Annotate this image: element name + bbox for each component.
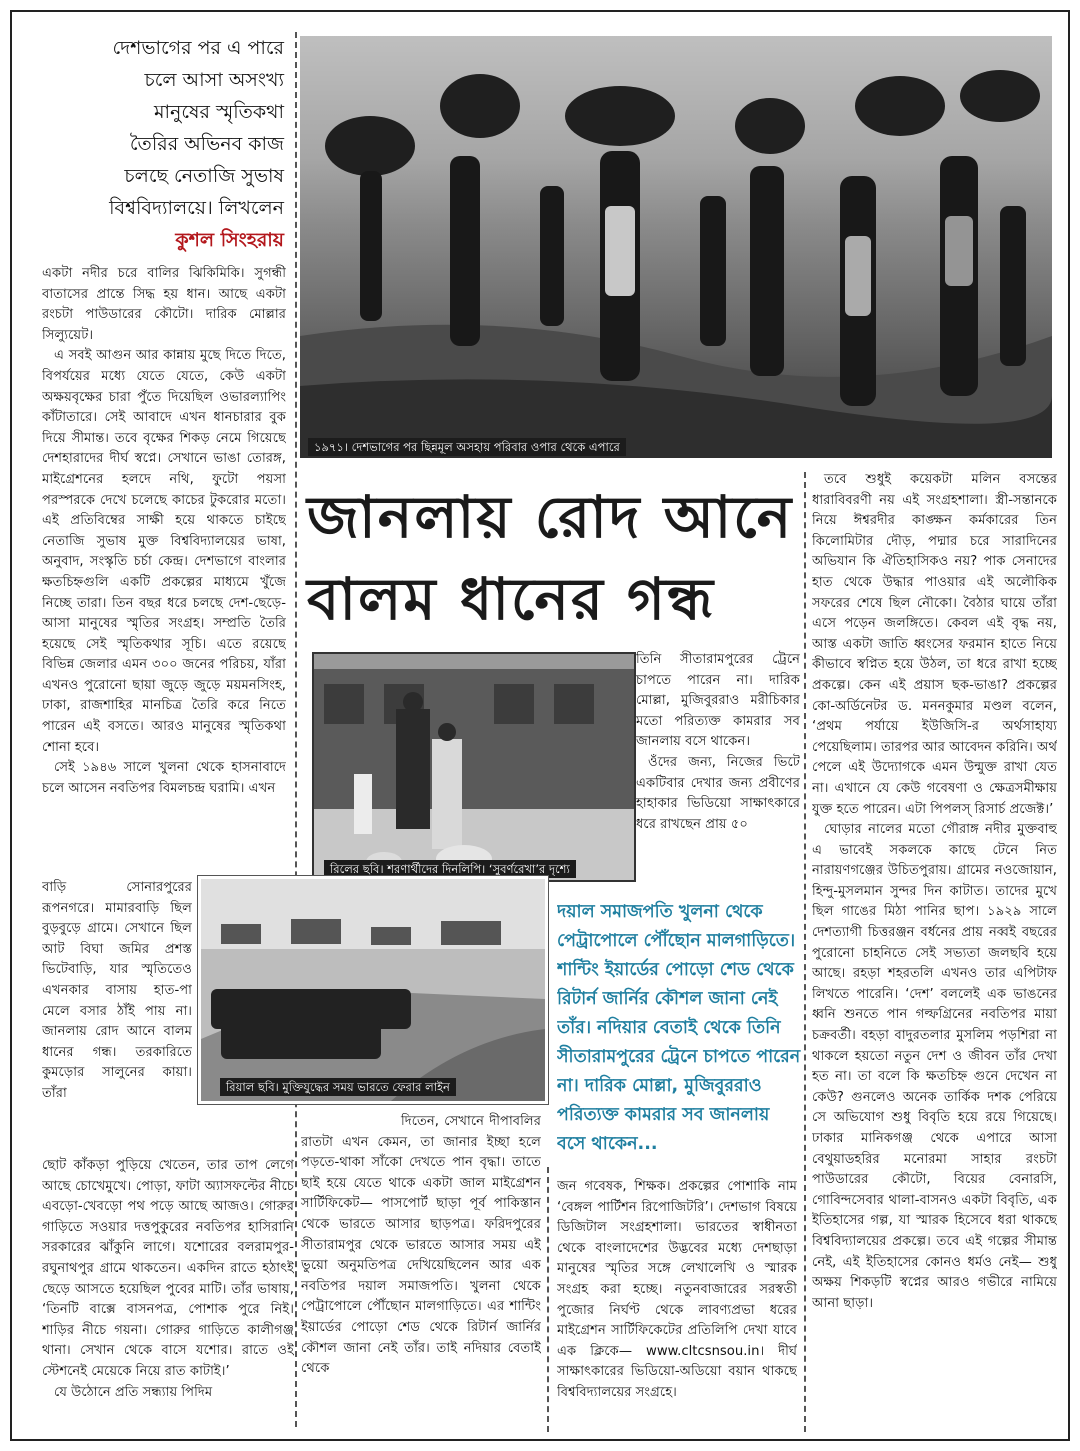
paragraph: দিতেন, সেখানে দীপাবলির রাতটা এখন কেমন, তা জানার ইচ্ছা হলে পড়তে-থাকা সাঁকো দেখতে পান বৃদ্ধা। তাতে ছাই হয়ে যেতে থাকে একটা জাল মাইগ্রেশন সার্টিফিকেট— পাসপোর্ট ছাড়া পূর্ব পাকিস্তান থেকে ভারতে আসার ছাড়পত্র। ফরিদপুরের সীতারামপুর থেকে ভারতে আসার সময় এই ভুয়ো অনুমতিপত্র দেখিয়েছিলেন আর এক নবতিপর দয়াল সমাজপতি। খুলনা থেকে পেট্রাপোলে পৌঁছোন মালগাড়িতে। এর শান্টিং ইয়ার্ডের পোড়ো শেড থেকে রিটার্ন জার্নির কৌশল জানা নেই তাঁর। তাই নদিয়ার বেতাই থেকে: [301, 1114, 541, 1377]
paragraph: জন গবেষক, শিক্ষক। প্রকল্পের পোশাকি নাম ‘বেঙ্গল পার্টিশন রিপোজিটরি’। দেশভাগ বিষয়ে ডিজিটাল সংগ্রহশালা। ভারতের স্বাধীনতা থেকে বাংলাদেশের উদ্ভবের মধ্যে দেশছাড়া মানুষের স্মৃতির সঙ্গে লেখালেখি ও স্মারক সংগ্রহ করা হচ্ছে। নতুনবাজারের সরস্বতী পুজোর নির্ঘণ্ট থেকে লাবণ্যপ্রভা ধরের মাইগ্রেশন সার্টিফিকেটের প্রতিলিপি দেখা যাবে এক ক্লিকে— www.cltcsnsou.in। দীর্ঘ সাক্ষাৎকারের ভিডিয়ো-অডিয়ো বয়ান থাকছে বিশ্ববিদ্যালয়ের সংগ্রহে।: [557, 1179, 797, 1400]
reel-photo-caption: রিলের ছবি। শরণার্থীদের দিনলিপি। ‘সুবর্ণরেখা’র দৃশ্যে: [324, 860, 576, 878]
paragraph: এ সবই আগুন আর কান্নায় মুছে দিতে দিতে, বিপর্যয়ের মধ্যে যেতে যেতে, কেউ একটা অক্ষয়বৃক্ষের চারা পুঁতে দিয়েছিল ওভারল্যাপিং কাঁটাতারে। সেই আবাদে এখন ধানচারার বুক দিয়ে সীমান্ত। তবে বৃক্ষের শিকড় নেমে গিয়েছে দেশহারাদের দীর্ঘ স্বপ্নে। সেখানে ভাঙা তোরঙ্গ, মাইগ্রেশনের হলদে নথি, ফুটো পয়সা পরস্পরকে দেখে চলেছে কাচের টুকরোর মতো। এই প্রতিবিম্বের সাক্ষী হয়ে থাকতে চাইছে নেতাজি সুভাষ মুক্ত বিশ্ববিদ্যালয়ের ভাষা, অনুবাদ, সংস্কৃতি চর্চা কেন্দ্র। দেশভাগে বাংলার ক্ষতচিহ্নগুলি একটি প্রকল্পের মাধ্যমে খুঁজে নিচ্ছে তারা। তিন বছর ধরে চলছে দেশ-ছেড়ে-আসা মানুষের স্মৃতির সংগ্রহ। সম্প্রতি তৈরি হয়েছে সেই স্মৃতিকথার সূচি। এতে রয়েছে বিভিন্ন জেলার এমন ৩০০ জনের পরিচয়, যাঁরা এখনও পুরোনো ছায়া জুড়ে জুড়ে ময়মনসিংহ, ঢাকা, রাজশাহির মানচিত্র তৈরি করে নিতে পারেন এই বসতে। আরও মানুষের স্মৃতিকথা শোনা হবে।: [42, 348, 286, 755]
main-photo: [300, 36, 1052, 458]
column-1-top: [42, 264, 286, 874]
intro-line: চলে আসা অসংখ্য: [144, 69, 284, 91]
column-3-bottom: [557, 1177, 797, 1432]
column-1-bottom: [42, 1156, 294, 1434]
paragraph: ওঁদের জন্য, নিজের ভিটে একটিবার দেখার জন্য প্রবীণের হাহাকার ভিডিয়ো সাক্ষাৎকারে ধরে রাখছেন প্রায় ৫০: [636, 754, 800, 832]
paragraph: তবে শুধুই কয়েকটা মলিন বসন্তের ধারাবিবরণী নয় এই সংগ্রহশালা। স্ত্রী-সন্তানকে নিয়ে ঈশ্বরদীর কাঙ্ক্ষন কর্মকারের তিন কিলোমিটার দৌড়, পদ্মার চরে সারাদিনের অভিযান কি ঐতিহাসিকও নয়? পাক সেনাদের হাত থেকে উদ্ধার পাওয়ার এই অলৌকিক সফরের শেষে ছিল নৌকো। বৈঠার ঘায়ে তাঁরা এসে পড়েন জলঙ্গিতে। কেবল এই বৃদ্ধ নয়, আস্ত একটা জাতি ধ্বংসের ফরমান হাতে নিয়ে কীভাবে স্বপ্নিত হয়ে উঠল, তা ধরে রাখা হচ্ছে প্রকল্পে। কেন এই প্রয়াস ছক-ভাঙা? প্রকল্পের কো-অর্ডিনেটর ড. মননকুমার মণ্ডল বলেন, ‘প্রথম পর্যায়ে ইউজিসি-র অর্থসাহায্য পেয়েছিলাম। তারপর আর আবেদন করিনি। অর্থ পেলে এই উদ্যোগকে এমন উন্মুক্ত রাখা যেত না। এখানে যে কেউ গবেষণা ও ক্ষেত্রসমীক্ষায় যুক্ত হতে পারেন। এটা পিপলস্ রিসার্চ প্রজেক্ট।’: [812, 472, 1057, 817]
headline-line-1: জানলায় রোদ আনে: [307, 483, 794, 551]
paragraph: তিনি সীতারামপুরের ট্রেনে চাপতে পারেন না। দারিক মোল্লা, মুজিবুররাও মরীচিকার মতো পরিত্যক্ত কামরার সব জানলায় বসে থাকেন।: [636, 652, 800, 750]
intro-standfirst: [42, 32, 284, 256]
paragraph: যে উঠোনে প্রতি সন্ধ্যায় পিদিম: [54, 1384, 213, 1400]
column-1-narrow: [42, 878, 192, 1156]
real-photo: [198, 876, 548, 1104]
paragraph: ঘোড়ার নালের মতো গৌরাঙ্গ নদীর মুক্তবাহু এ ভাবেই সকলকে কাছে টেনে নিত নারায়ণগঞ্জের উচিতপুরায়। গ্রামের নওজোয়ান, হিন্দু-মুসলমান সুন্দর দিন কাটাত। তাদের মুখে ছিল গাঙের মিঠা পানির ছাপ। ১৯২৯ সালে দেশত্যাগী চিত্তরঞ্জন বর্ধনের প্রায় নব্বই বছরের পুরোনো চাহনিতে সেই সভ্যতা জলছবি হয়ে আছে। রহড়া শহরতলি এখনও তার এপিটাফ লিখতে পারেনি। ‘দেশ’ বললেই এক ভাঙনের ধ্বনি শুনতে পান গল্ফগ্রিনের নবতিপর মায়া চক্রবর্তী। বহড়া বাদুরতলার মুসলিম পড়শিরা না থাকলে হয়তো নতুন দেশ ও জীবন তাঁর দেখা হত না। তা বলে কি ক্ষতচিহ্ন গুনে দেখেন না কেউ? গুনলেও অনেক তার্কিক দশক পেরিয়ে সে অভিযোগ শুধু বিবৃতি হয়ে রয়ে গিয়েছে। ঢাকার মানিকগঞ্জ থেকে এপারে আসা বেথুয়াডহরির মনোরমা সাহার রংচটা পাউডারের কৌটো, বিয়ের বেনারসি, গোবিন্দসেবার থালা-বাসনও একটা বিবৃতি, এক ইতিহাসের গল্প, যা স্মারক হিসেবে ধরা থাকছে বিশ্ববিদ্যালয়ের প্রকল্পে। তবে এই গল্পের সীমান্ত নেই, এই ইতিহাসের কোনও ধর্মও নেই— শুধু অক্ষয় শিকড়টি স্বপ্নের আরও গভীরে নামিয়ে আনা ছাড়া।: [812, 822, 1057, 1311]
main-photo-caption: ১৯৭১। দেশভাগের পর ছিন্নমূল অসহায় পরিবার ওপার থেকে এপারে: [308, 438, 626, 456]
column-divider: [295, 32, 297, 1427]
headline-line-2: বালম ধানের গন্ধ: [307, 565, 716, 633]
paragraph: ছোট কাঁকড়া পুড়িয়ে খেতেন, তার তাপ লেগে আছে চোখেমুখে। পোড়া, ফাটা অ্যাসফল্টের নীচে এবড়ো-খেবড়ো পথ পড়ে আছে আজও। গোরুর গাড়িতে সওয়ার দত্তপুকুরের নবতিপর হাসিরানি সরকারের ঝাঁকুনি লাগে। যশোরের বলরামপুর-রঘুনাথপুর গ্রামে থাকতেন। একদিন রাতে হঠাৎই ছেড়ে আসতে হয়েছিল পুবের মাটি। তাঁর ভাষায়, ‘তিনটি বাক্সে বাসনপত্র, পোশাক পুরে নিই। শাড়ির নীচে গয়না। গোরুর গাড়িতে কালীগঞ্জ থানা। সেখান থেকে বাসে যশোর। রাতে ওই স্টেশনেই মেয়েকে নিয়ে রাত কাটাই।’: [42, 1158, 294, 1379]
intro-line: চলছে নেতাজি সুভাষ: [124, 165, 284, 187]
refugees-walking-image: [300, 36, 1052, 458]
column-2-bottom: [301, 1112, 541, 1432]
intro-line: তৈরির অভিনব কাজ: [129, 133, 284, 155]
reel-photo: [312, 652, 636, 882]
author-byline: কুশল সিংহরায়: [175, 229, 284, 251]
intro-line: বিশ্ববিদ্যালয়ে। লিখলেন: [109, 197, 284, 219]
column-2-top: [636, 650, 800, 886]
train-platform-image: [314, 654, 634, 880]
paragraph: একটা নদীর চরে বালির ঝিকিমিকি। সুগন্ধী বাতাসের প্রান্তে সিদ্ধ হয় ধান। আছে একটা রংচটা পাউডারের কৌটো। দারিক মোল্লার সিল্যুয়েট।: [42, 266, 286, 343]
paragraph: বাড়ি সোনারপুরের রূপনগরে। মামারবাড়ি ছিল বুড়বুড়ে গ্রামে। সেখানে ছিল আট বিঘা জমির প্রশস্ত ভিটেবাড়ি, যার স্মৃতিতেও এখনকার বাসায় হাত-পা মেলে বসার ঠাঁই পায় না। জানলায় রোদ আনে বালম ধানের গন্ধ। তরকারিতে কুমড়োর সালুনের কায়া। তাঁরা: [42, 880, 192, 1101]
column-4: [812, 470, 1057, 1434]
column-divider: [547, 1167, 549, 1432]
paragraph: সেই ১৯৪৬ সালে খুলনা থেকে হাসনাবাদে চলে আসেন নবতিপর বিমলচন্দ্র ঘরামি। এখন: [42, 760, 286, 796]
intro-line: দেশভাগের পর এ পারে: [112, 37, 284, 59]
pull-quote: দয়াল সমাজপতি খুলনা থেকে পেট্রাপোলে পৌঁছোন মালগাড়িতে। শান্টিং ইয়ার্ডের পোড়ো শেড থেকে রিটার্ন জার্নির কৌশল জানা নেই তাঁর। নদিয়ার বেতাই থেকে তিনি সীতারামপুরের ট্রেনে চাপতে পারেন না। দারিক মোল্লা, মুজিবুররাও পরিত্যক্ত কামরার সব জানলায় বসে থাকেন...: [557, 902, 801, 1154]
newspaper-page: [10, 10, 1070, 1441]
real-photo-caption: রিয়াল ছবি। মুক্তিযুদ্ধের সময় ভারতে ফেরার লাইন: [220, 1078, 456, 1096]
refugee-line-image: [201, 879, 545, 1101]
intro-line: মানুষের স্মৃতিকথা: [153, 101, 284, 123]
